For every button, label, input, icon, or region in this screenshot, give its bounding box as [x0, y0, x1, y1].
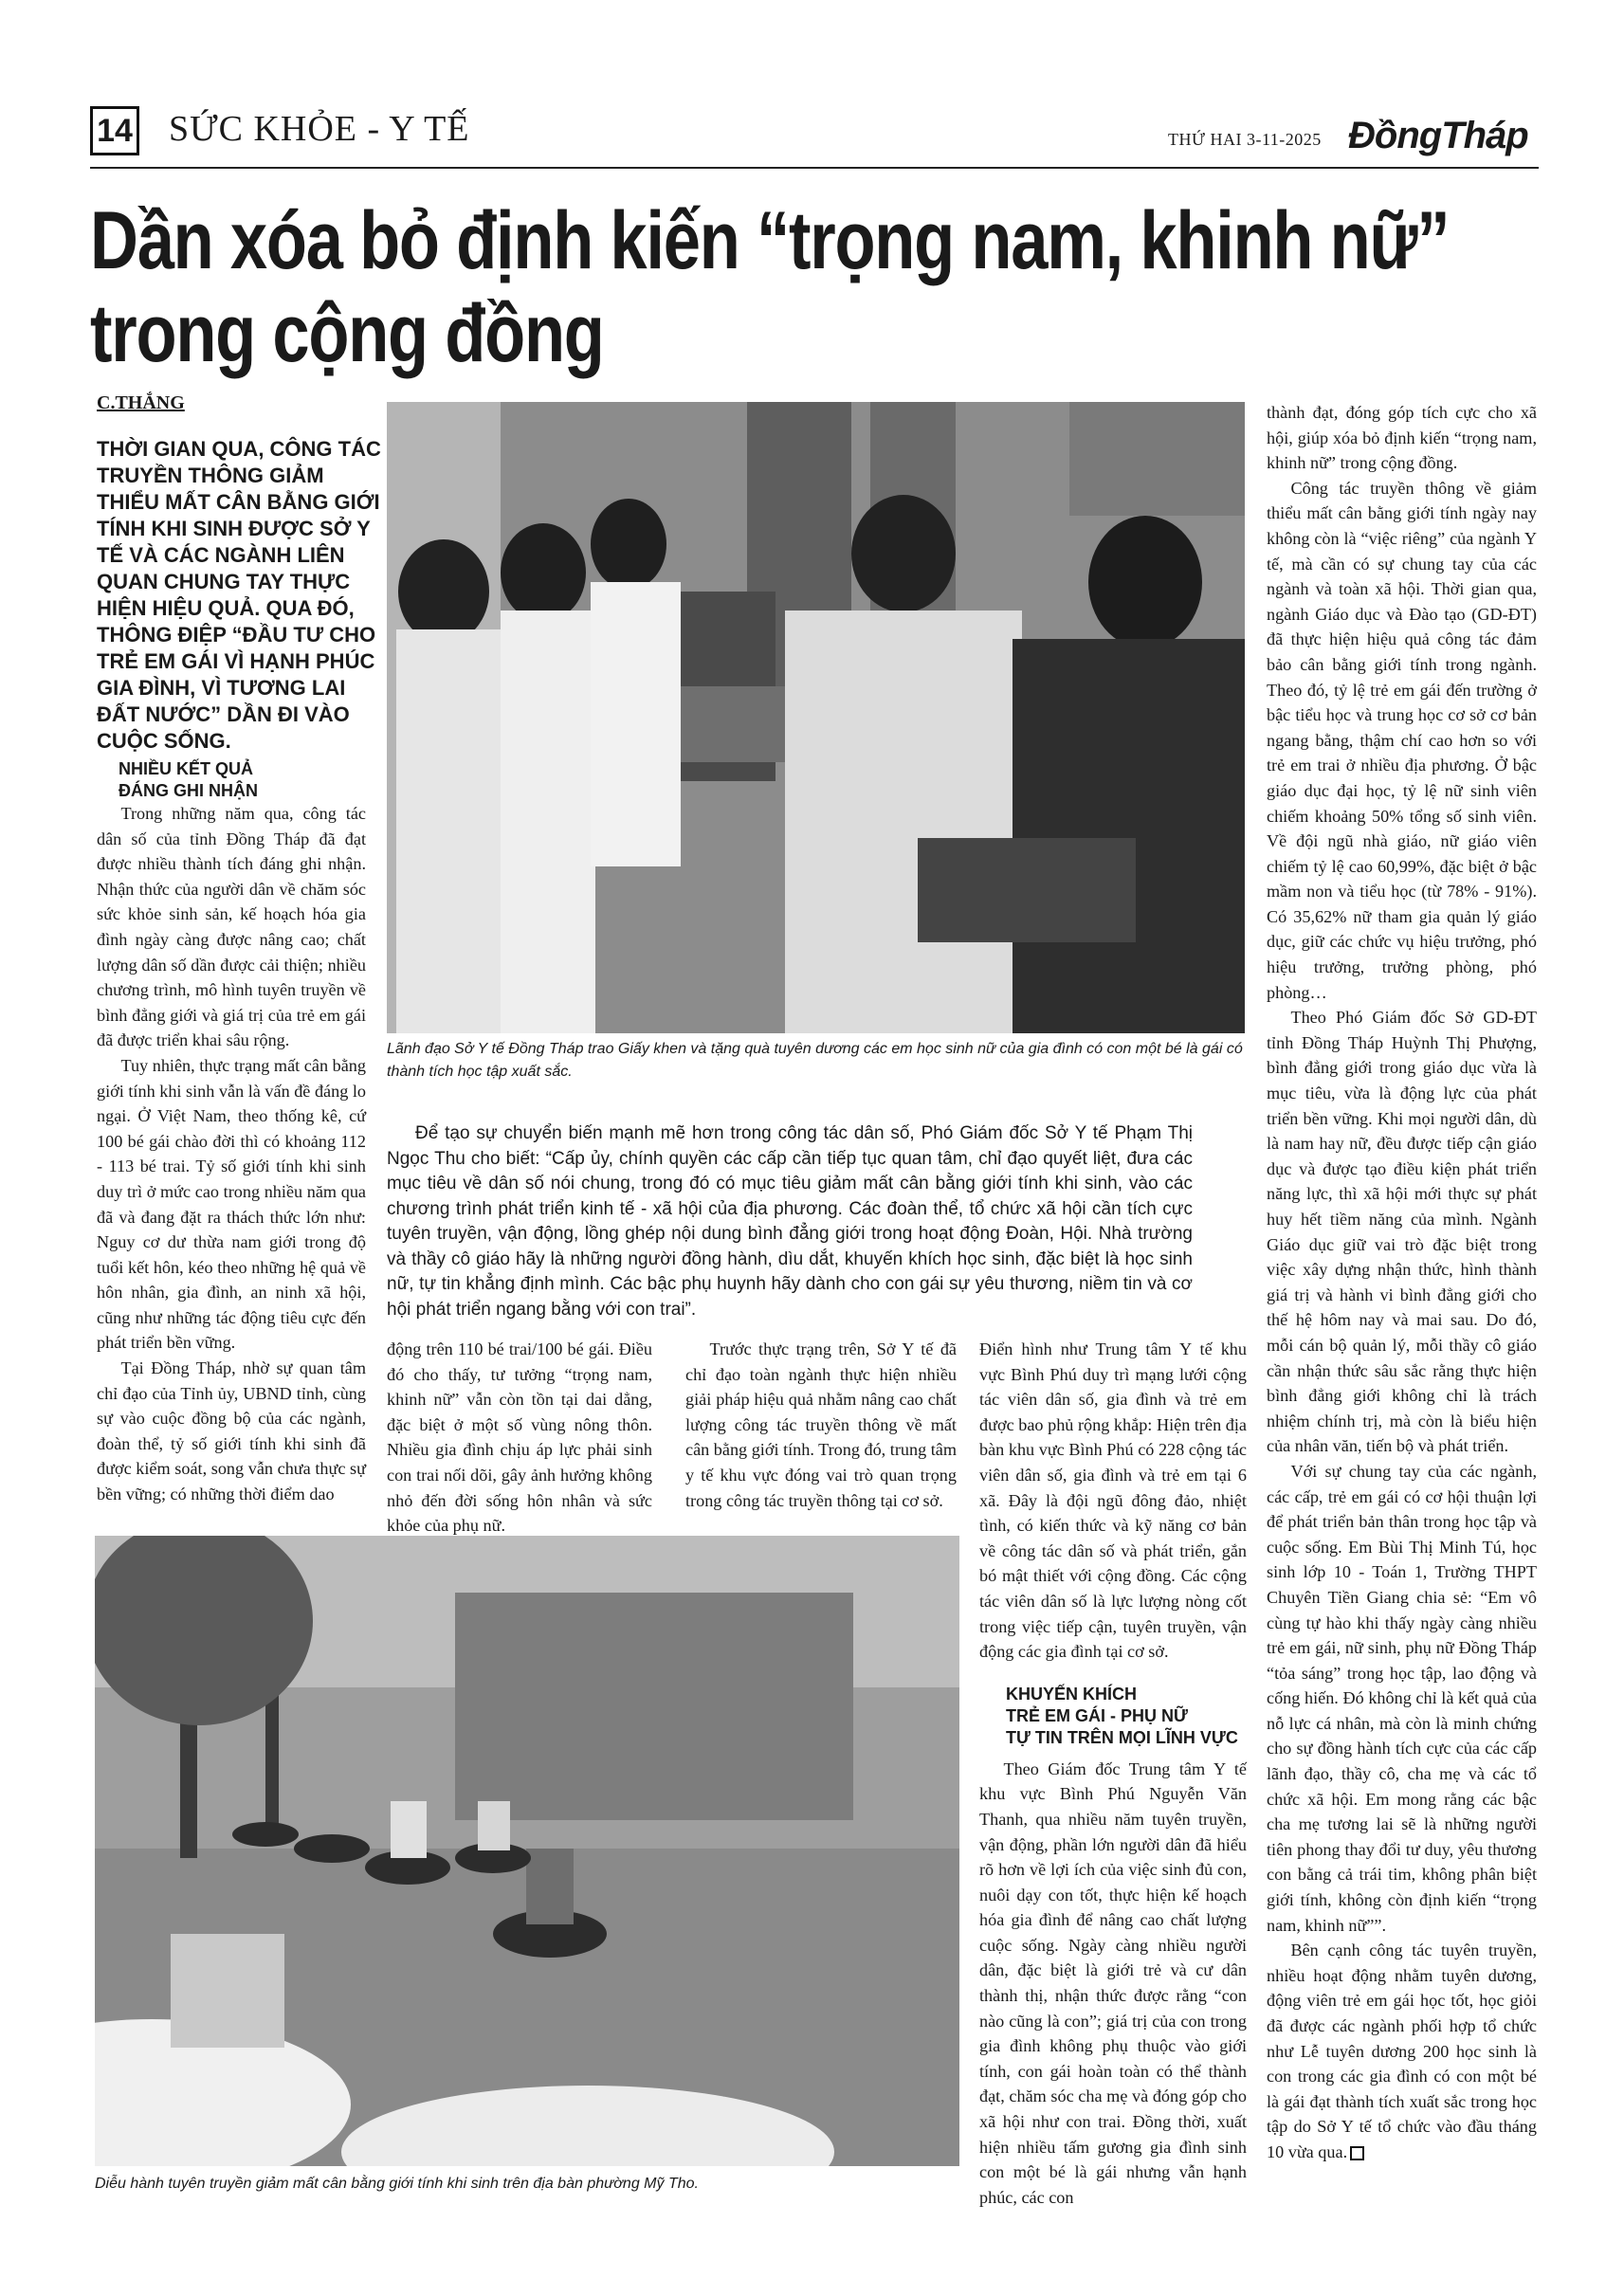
- subhead-results: [119, 758, 356, 802]
- page-number: 14: [90, 106, 139, 155]
- photo-1-caption: Lãnh đạo Sở Y tế Đồng Tháp trao Giấy khen và tặng quà tuyên dương các em học sinh nữ của gia đình có con một bé là gái có thành tích học tập xuất sắc.: [387, 1041, 1243, 1080]
- subhead-results-line-2: ĐÁNG GHI NHẬN: [119, 781, 258, 800]
- end-of-article-icon: [1350, 2146, 1364, 2160]
- parade-photo: [95, 1536, 959, 2166]
- subhead-encourage: [1006, 1684, 1247, 1749]
- column-5: [1267, 400, 1537, 2165]
- column-4: [979, 1337, 1247, 2210]
- paragraph-text: Bên cạnh công tác tuyên truyền, nhiều hoạt động nhằm tuyên dương, động viên trẻ em gái học tốt, học giỏi đã được các ngành phối hợp tổ chức như Lễ tuyên dương 200 học sinh là con trong các gia đình có con một bé là gái đạt thành tích xuất sắc trong học tập do Sở Y tế tổ chức vào đầu tháng 10 vừa qua.: [1267, 1941, 1537, 2161]
- subhead-encourage-line-1: KHUYẾN KHÍCH: [1006, 1684, 1138, 1704]
- paragraph: thành đạt, đóng góp tích cực cho xã hội, giúp xóa bỏ định kiến “trọng nam, khinh nữ” trong cộng đồng.: [1267, 403, 1537, 473]
- subhead-results-line-1: NHIỀU KẾT QUẢ: [119, 759, 254, 778]
- section-title: SỨC KHỎE - Y TẾ: [169, 109, 470, 149]
- pull-quote: Để tạo sự chuyển biến mạnh mẽ hơn trong công tác dân số, Phó Giám đốc Sở Y tế Phạm Thị Ngọc Thu cho biết: “Cấp ủy, chính quyền các cấp cần tiếp tục quan tâm, chỉ đạo quyết liệt, đưa các mục tiêu về dân số nói chung, trong đó có mục tiêu giảm mất cân bằng giới tính khi sinh, vào các chương trình phát triển kinh tế - xã hội của địa phương. Các đoàn thể, tổ chức xã hội cần tích cực tuyên truyền, vận động, lồng ghép nội dung bình đẳng giới trong hoạt động Đoàn, Hội. Nhà trường và thầy cô giáo hãy là những người đồng hành, dìu dắt, khuyến khích học sinh, đặc biệt là học sinh nữ, tự tin khẳng định mình. Các bậc phụ huynh hãy dành cho con gái sự yêu thương, niềm tin và cơ hội phát triển ngang bằng với con trai”.: [387, 1123, 1193, 1320]
- paragraph: Tại Đồng Tháp, nhờ sự quan tâm chỉ đạo của Tỉnh ủy, UBND tỉnh, cùng sự vào cuộc đồng bộ của các ngành, đoàn thể, tỷ số giới tính khi sinh đã được kiểm soát, song vẫn chưa thực sự bền vững; có những thời điểm dao: [97, 1358, 366, 1504]
- paragraph-last: [1267, 1938, 1537, 2164]
- paragraph: động trên 110 bé trai/100 bé gái. Điều đó cho thấy, tư tưởng “trọng nam, khinh nữ” vẫn còn tồn tại dai dẳng, đặc biệt ở một số vùng nông thôn. Nhiều gia đình chịu áp lực phải sinh con trai nối dõi, gây ảnh hưởng không nhỏ đến đời sống hôn nhân và sức khỏe của phụ nữ.: [387, 1339, 652, 1536]
- photo-2-caption: Diễu hành tuyên truyền giảm mất cân bằng giới tính khi sinh trên địa bàn phường Mỹ Tho.: [95, 2176, 699, 2192]
- sapo-lead: THỜI GIAN QUA, CÔNG TÁC TRUYỀN THÔNG GIẢM THIỂU MẤT CÂN BẰNG GIỚI TÍNH KHI SINH ĐƯỢC SỞ Y TẾ VÀ CÁC NGÀNH LIÊN QUAN CHUNG TAY THỰC HIỆN HIỆU QUẢ. QUA ĐÓ, THÔNG ĐIỆP “ĐẦU TƯ CHO TRẺ EM GÁI VÌ HẠNH PHÚC GIA ĐÌNH, VÌ TƯƠNG LAI ĐẤT NƯỚC” DẦN ĐI VÀO CUỘC SỐNG.: [97, 437, 381, 753]
- newspaper-logo: ĐồngTháp: [1348, 115, 1528, 156]
- header-rule: [90, 167, 1539, 169]
- paragraph: Trong những năm qua, công tác dân số của tỉnh Đồng Tháp đã đạt được nhiều thành tích đáng ghi nhận. Nhận thức của người dân về chăm sóc sức khỏe sinh sản, kế hoạch hóa gia đình ngày càng được nâng cao; chất lượng dân số dần được cải thiện; nhiều chương trình, mô hình tuyên truyền về bình đẳng giới và giá trị của trẻ em gái đã được triển khai sâu rộng.: [97, 804, 366, 1050]
- award-ceremony-illustration: [387, 402, 1245, 1033]
- headline: [90, 194, 1450, 380]
- headline-line-2: trong cộng đồng: [90, 288, 604, 379]
- subhead-encourage-line-2: TRẺ EM GÁI - PHỤ NỮ: [1006, 1705, 1188, 1725]
- paragraph: Điển hình như Trung tâm Y tế khu vực Bình Phú duy trì mạng lưới cộng tác viên dân số, gia đình và trẻ em được bao phủ rộng khắp: Hiện trên địa bàn khu vực Bình Phú có 228 cộng tác viên dân số, gia đình và trẻ em tại 6 xã. Đây là đội ngũ đông đảo, nhiệt tình, có kiến thức và kỹ năng cơ bản về công tác dân số và phát triển, gắn bó mật thiết với cộng đồng. Các cộng tác viên dân số là lực lượng nòng cốt trong việc tiếp cận, tuyên truyền, vận động các gia đình tại cơ sở.: [979, 1339, 1247, 1662]
- byline: C.THẮNG: [97, 392, 185, 413]
- paragraph: Tuy nhiên, thực trạng mất cân bằng giới tính khi sinh vẫn là vấn đề đáng lo ngại. Ở Việt Nam, theo thống kê, cứ 100 bé gái chào đời thì có khoảng 112 - 113 bé trai. Tỷ số giới tính khi sinh duy trì ở mức cao trong nhiều năm qua đã và đang đặt ra thách thức lớn như: Nguy cơ dư thừa nam giới trong độ tuổi kết hôn, kéo theo những hệ quả về hôn nhân, gia đình, an ninh xã hội, cũng như những tác động tiêu cực đến phát triển bền vững.: [97, 1055, 366, 1353]
- paragraph: Theo Phó Giám đốc Sở GD-ĐT tỉnh Đồng Tháp Huỳnh Thị Phượng, bình đẳng giới trong giáo dục vừa là mục tiêu, vừa là động lực của phát triển bền vững. Khi mọi người dân, dù là nam hay nữ, đều được tiếp cận giáo dục và được tạo điều kiện phát triển năng lực, thì xã hội mới thực sự phát huy hết tiềm năng của mình. Ngành Giáo dục giữ vai trò đặc biệt trong việc xây dựng nhận thức, hình thành giá trị và hành vi bình đẳng giới cho thế hệ hôm nay và mai sau. Do đó, mỗi cán bộ quản lý, mỗi thầy cô giáo cần nhận thức sâu sắc rằng thực hiện bình đẳng giới không chỉ là trách nhiệm chính trị, mà còn là biểu hiện của nhân văn, tiến bộ và phát triển.: [1267, 1008, 1537, 1456]
- paragraph: Trước thực trạng trên, Sở Y tế đã chỉ đạo toàn ngành thực hiện nhiều giải pháp hiệu quả nhằm nâng cao chất lượng công tác truyền thông về mất cân bằng giới tính. Trong đó, trung tâm y tế khu vực đóng vai trò quan trọng trong công tác truyền thông tại cơ sở.: [685, 1339, 957, 1510]
- column-3: [685, 1337, 957, 1513]
- award-ceremony-photo: [387, 402, 1245, 1033]
- column-1: [97, 801, 366, 1507]
- parade-illustration: [95, 1536, 959, 2166]
- subhead-encourage-line-3: TỰ TIN TRÊN MỌI LĨNH VỰC: [1006, 1727, 1238, 1747]
- headline-line-1: Dần xóa bỏ định kiến “trọng nam, khinh nữ”: [90, 195, 1450, 286]
- paragraph: Theo Giám đốc Trung tâm Y tế khu vực Bình Phú Nguyễn Văn Thanh, qua nhiều năm tuyên truyền, vận động, phần lớn người dân đã hiểu rõ hơn về lợi ích của việc sinh đủ con, nuôi dạy con tốt, thực hiện kế hoạch hóa gia đình để nâng cao chất lượng cuộc sống. Ngày càng nhiều người dân, đặc biệt là giới trẻ và cư dân thành thị, nhận thức được rằng “con nào cũng là con”; giá trị của con trong gia đình không phụ thuộc vào giới tính, con gái hoàn toàn có thể thành đạt, chăm sóc cha mẹ và đóng góp cho xã hội như con trai. Đồng thời, xuất hiện nhiều tấm gương gia đình sinh con một bé là gái nhưng vẫn hạnh phúc, các con: [979, 1758, 1247, 2207]
- paragraph: Với sự chung tay của các ngành, các cấp, trẻ em gái có cơ hội thuận lợi để phát triển bản thân trong học tập và cuộc sống. Em Bùi Thị Minh Tú, học sinh lớp 10 - Toán 1, Trường THPT Chuyên Tiền Giang chia sẻ: “Em vô cùng tự hào khi thấy ngày càng nhiều trẻ em gái, nữ sinh, phụ nữ Đồng Tháp “tỏa sáng” trong học tập, lao động và cống hiến. Đó không chỉ là kết quả của nỗ lực cá nhân, mà còn là minh chứng cho sự đồng hành tích cực của các cấp lãnh đạo, thầy cô, cha mẹ và các tổ chức xã hội. Em mong rằng các bậc cha mẹ tương lai sẽ là những người tiên phong thay đổi tư duy, yêu thương con bằng cả trái tim, không phân biệt giới tính, không còn định kiến “trọng nam, khinh nữ””.: [1267, 1461, 1537, 1935]
- issue-date: THỨ HAI 3-11-2025: [1168, 130, 1322, 149]
- paragraph: Công tác truyền thông về giảm thiểu mất cân bằng giới tính ngày nay không còn là “việc riêng” của ngành Y tế, mà cần có sự chung tay của các ngành và toàn xã hội. Thời gian qua, ngành Giáo dục và Đào tạo (GD-ĐT) đã thực hiện hiệu quả công tác đảm bảo cân bằng giới tính trong ngành. Theo đó, tỷ lệ trẻ em gái đến trường ở bậc tiểu học và trung học cơ sở cơ bản ngang bằng, thậm chí cao hơn so với trẻ em trai ở nhiều địa phương. Ở bậc giáo dục đại học, tỷ lệ nữ sinh viên chiếm khoảng 50% tổng số sinh viên. Về đội ngũ nhà giáo, nữ giáo viên chiếm tỷ lệ cao 60,99%, đặc biệt ở bậc mầm non và tiểu học (từ 78% - 91%). Có 35,62% nữ tham gia quản lý giáo dục, giữ các chức vụ hiệu trưởng, phó hiệu trưởng, trưởng phòng, phó phòng…: [1267, 478, 1537, 1002]
- column-2: [387, 1337, 652, 1539]
